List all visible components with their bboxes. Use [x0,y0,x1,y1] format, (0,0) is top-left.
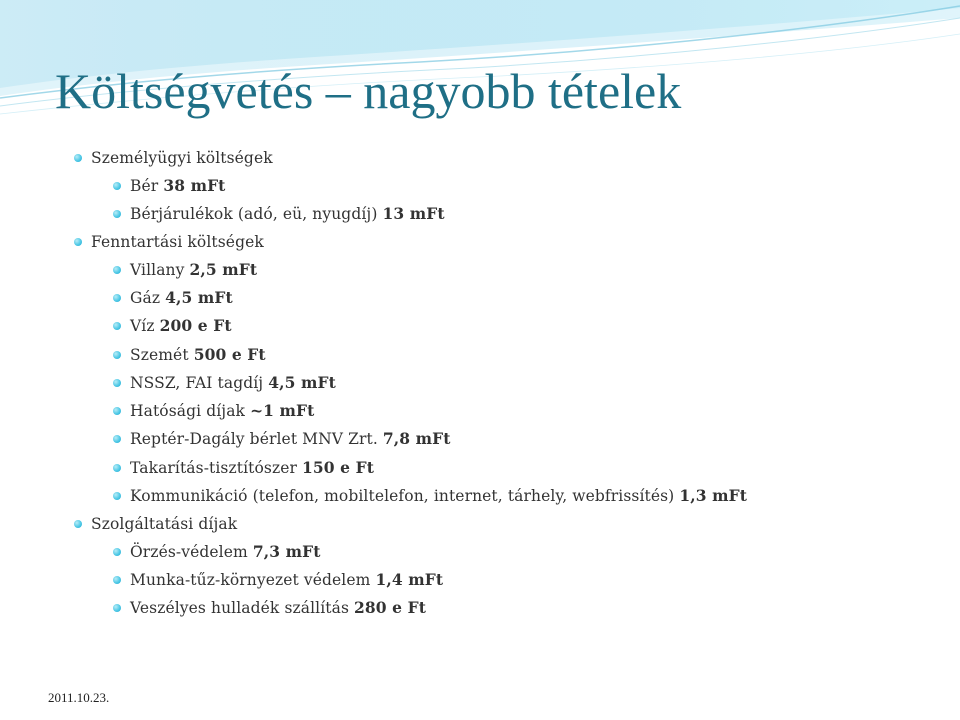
slide-date: 2011.10.23. [48,690,110,705]
item-label: Villany [130,261,190,279]
item-label: Örzés-védelem [130,543,253,561]
list-item [130,570,443,590]
bullet-dot-icon [113,576,121,584]
list-item [130,542,320,562]
bullet-dot-icon [113,266,121,274]
bullet-dot-icon [113,379,121,387]
bullet-dot-icon [113,322,121,330]
item-label: Fenntartási költségek [91,233,264,251]
item-amount: 500 e Ft [193,345,266,364]
item-amount: 200 e Ft [159,316,232,335]
item-amount: 38 mFt [163,176,226,195]
bullet-dot-icon [74,238,82,246]
bullet-dot-icon [113,548,121,556]
list-item [130,345,266,365]
item-label: Bérjárulékok (adó, eü, nyugdíj) [130,205,383,223]
bullet-dot-icon [113,294,121,302]
list-item [130,260,257,280]
item-label: NSSZ, FAI tagdíj [130,374,269,392]
item-label: Reptér-Dagály bérlet MNV Zrt. [130,430,383,448]
item-label: Kommunikáció (telefon, mobiltelefon, internet, tárhely, webfrissítés) [130,487,680,505]
bullet-heading [91,232,264,252]
item-label: Bér [130,177,164,195]
bullet-dot-icon [113,492,121,500]
bullet-dot-icon [113,407,121,415]
list-item [130,316,232,336]
item-label: Hatósági díjak [130,402,251,420]
item-amount: 4,5 mFt [165,288,233,307]
item-label: Gáz [130,289,166,307]
bullet-dot-icon [113,210,121,218]
bullet-dot-icon [74,520,82,528]
item-amount: 13 mFt [382,204,445,223]
item-amount: 4,5 mFt [268,373,336,392]
item-amount: 2,5 mFt [189,260,258,279]
item-amount: 1,4 mFt [375,570,444,589]
list-item [130,429,451,449]
item-label: Szemét [130,346,194,364]
item-label: Szolgáltatási díjak [91,515,238,533]
item-amount: 1,3 mFt [679,486,747,505]
bullet-heading [91,148,273,168]
item-label: Veszélyes hulladék szállítás [130,599,355,617]
bullet-dot-icon [113,351,121,359]
list-item [130,176,225,196]
item-label: Takarítás-tisztítószer [130,459,303,477]
item-label: Víz [130,317,160,335]
bullet-dot-icon [113,604,121,612]
bullet-heading [91,514,237,534]
list-item [130,458,374,478]
slide-title: Költségvetés – nagyobb tételek [55,63,682,119]
list-item [130,401,314,421]
item-amount: 150 e Ft [302,458,375,477]
item-label: Munka-tűz-környezet védelem [130,571,376,589]
bullet-dot-icon [113,435,121,443]
item-amount: 7,3 mFt [252,542,321,561]
list-item [130,373,336,393]
item-amount: 280 e Ft [354,598,427,617]
item-amount: 7,8 mFt [382,429,451,448]
bullet-dot-icon [113,182,121,190]
item-label: Személyügyi költségek [91,149,273,167]
bullet-dot-icon [74,154,82,162]
list-item [130,288,233,308]
list-item [130,204,445,224]
list-item [130,598,426,618]
bullet-dot-icon [113,464,121,472]
item-amount: ~1 mFt [250,401,315,420]
list-item [130,486,747,506]
